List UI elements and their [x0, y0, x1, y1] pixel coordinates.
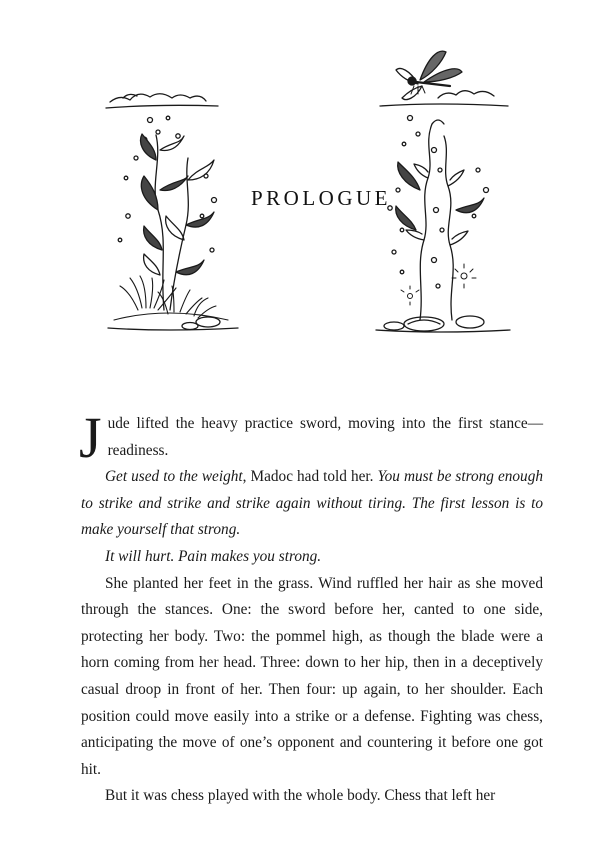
italic-text: You must be strong enough to strike and strike and strike again without tiring. The first lesson is to make yourself that strong. — [81, 468, 543, 539]
paragraph — [79, 405, 543, 470]
paragraph: But it was chess played with the whole body. Chess that left her — [105, 787, 496, 805]
coral-column-icon — [376, 91, 510, 332]
paragraph: She planted her feet in the grass. Wind ruffled her hair as she moved through the stances. One: the sword before her, canted to one side, protecting her body. Two: the pommel high, as though the blade were a horn coming from her head. Three: down to her hip, then in a deceptively casual droop in front of her. Then four: up again, to her shoulder. Each position could move easily into a strike or a defense. Fighting was chess, anticipating the move of one’s opponent and countering it before one got hit. — [81, 574, 543, 778]
paragraph — [81, 464, 543, 544]
paragraph: It will hurt. Pain makes you strong. — [105, 547, 322, 565]
paragraph-text: , Madoc had told her. — [242, 468, 378, 486]
dragonfly-icon — [396, 51, 462, 99]
chapter-title: PROLOGUE — [250, 186, 391, 210]
seaweed-column-icon — [106, 94, 238, 330]
italic-text: Get used to the weight — [105, 468, 243, 486]
body-text — [79, 405, 543, 810]
paragraph-text: ude lifted the heavy practice sword, moving into the first stance—readiness. — [107, 415, 543, 459]
drop-cap: J — [79, 405, 102, 470]
